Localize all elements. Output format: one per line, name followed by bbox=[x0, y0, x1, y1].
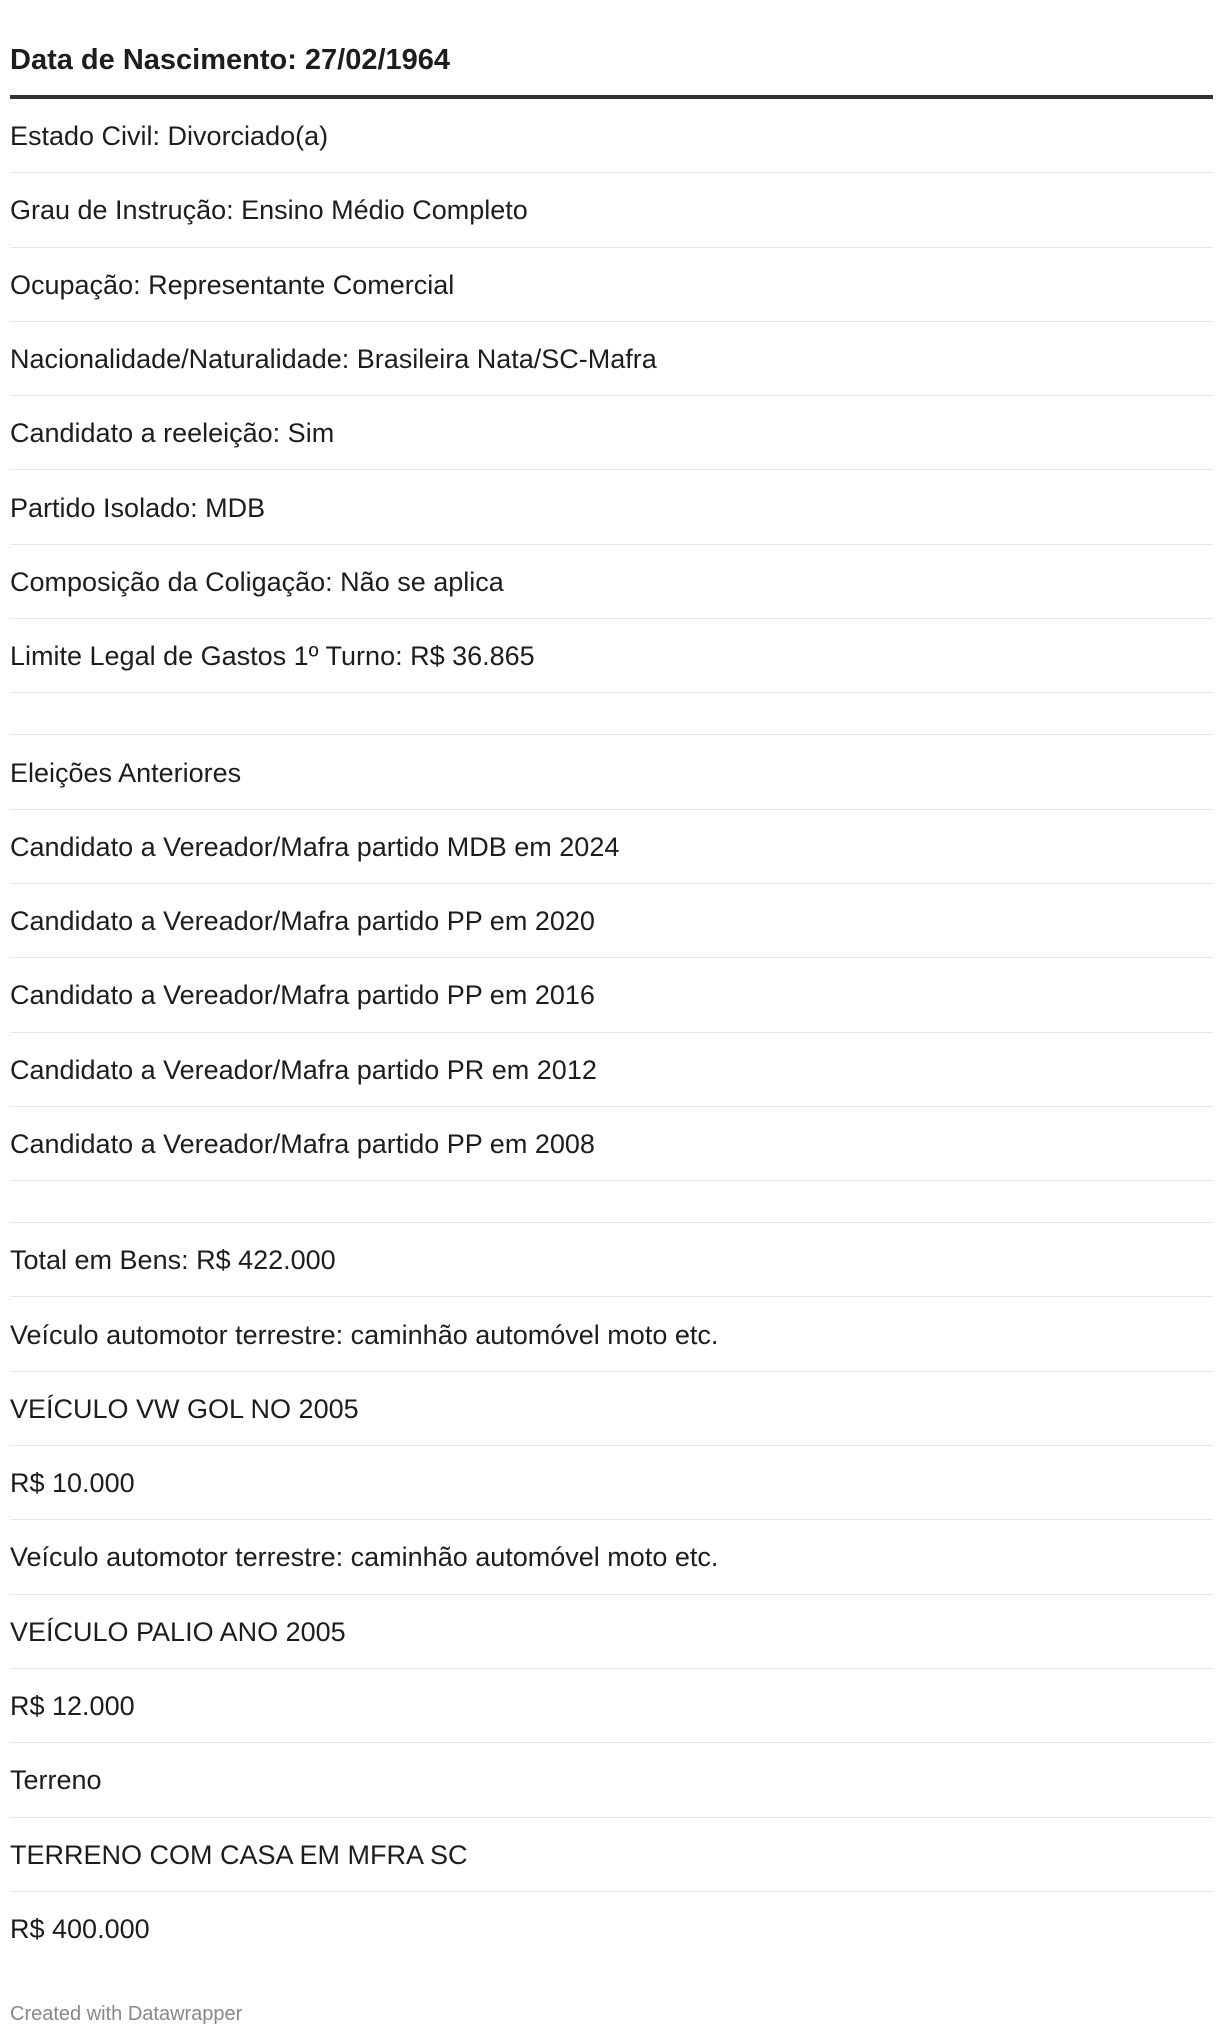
table-cell: Ocupação: Representante Comercial bbox=[10, 269, 455, 300]
table-cell: Total em Bens: R$ 422.000 bbox=[10, 1245, 336, 1276]
table-cell: R$ 10.000 bbox=[10, 1468, 135, 1499]
table-row bbox=[10, 1520, 1213, 1594]
table-cell: Veículo automotor terrestre: caminhão automóvel moto etc. bbox=[10, 1319, 719, 1350]
table-row-empty bbox=[10, 693, 1213, 735]
table-row bbox=[10, 1818, 1213, 1892]
table-row bbox=[10, 1892, 1213, 1966]
table-cell: R$ 400.000 bbox=[10, 1914, 150, 1945]
table-row bbox=[10, 1669, 1213, 1743]
table-row bbox=[10, 322, 1213, 396]
table-cell: Estado Civil: Divorciado(a) bbox=[10, 121, 329, 152]
table-cell: Veículo automotor terrestre: caminhão automóvel moto etc. bbox=[10, 1542, 719, 1573]
table-row bbox=[10, 1033, 1213, 1107]
table-cell: Limite Legal de Gastos 1º Turno: R$ 36.865 bbox=[10, 641, 535, 672]
table-row bbox=[10, 1743, 1213, 1817]
table-row bbox=[10, 1297, 1213, 1371]
table-cell: VEÍCULO PALIO ANO 2005 bbox=[10, 1616, 346, 1647]
table-cell: Composição da Coligação: Não se aplica bbox=[10, 566, 504, 597]
datawrapper-credit[interactable]: Created with Datawrapper bbox=[10, 2003, 243, 2025]
table-row bbox=[10, 1372, 1213, 1446]
table-cell: Grau de Instrução: Ensino Médio Completo bbox=[10, 195, 528, 226]
table-row bbox=[10, 1107, 1213, 1181]
table-cell: VEÍCULO VW GOL NO 2005 bbox=[10, 1393, 359, 1424]
table-row bbox=[10, 396, 1213, 470]
table-header bbox=[10, 0, 1213, 99]
table-row bbox=[10, 248, 1213, 322]
table-row bbox=[10, 1446, 1213, 1520]
table-body bbox=[10, 99, 1213, 1966]
table-cell: Candidato a Vereador/Mafra partido PR em 2012 bbox=[10, 1054, 597, 1085]
table-row bbox=[10, 958, 1213, 1032]
table-cell: Terreno bbox=[10, 1765, 102, 1796]
table-cell: TERRENO COM CASA EM MFRA SC bbox=[10, 1839, 468, 1870]
table-row bbox=[10, 619, 1213, 693]
table-cell: Partido Isolado: MDB bbox=[10, 492, 266, 523]
table-row bbox=[10, 735, 1213, 809]
table-row bbox=[10, 884, 1213, 958]
table-row-empty bbox=[10, 1181, 1213, 1223]
table-row bbox=[10, 173, 1213, 247]
table-cell: R$ 12.000 bbox=[10, 1691, 135, 1722]
data-table bbox=[10, 0, 1213, 1966]
table-row bbox=[10, 1223, 1213, 1297]
header-cell: Data de Nascimento: 27/02/1964 bbox=[10, 44, 451, 76]
table-row bbox=[10, 1595, 1213, 1669]
table-row bbox=[10, 470, 1213, 544]
table-cell: Eleições Anteriores bbox=[10, 757, 242, 788]
table-cell: Nacionalidade/Naturalidade: Brasileira Nata/SC-Mafra bbox=[10, 344, 657, 375]
table-row bbox=[10, 810, 1213, 884]
table-cell: Candidato a Vereador/Mafra partido MDB em 2024 bbox=[10, 831, 620, 862]
table-cell: Candidato a Vereador/Mafra partido PP em 2020 bbox=[10, 906, 595, 937]
table-row bbox=[10, 545, 1213, 619]
table-cell: Candidato a Vereador/Mafra partido PP em 2008 bbox=[10, 1129, 595, 1159]
table-cell: Candidato a Vereador/Mafra partido PP em 2016 bbox=[10, 980, 595, 1011]
table-cell: Candidato a reeleição: Sim bbox=[10, 418, 335, 449]
table-row bbox=[10, 99, 1213, 173]
